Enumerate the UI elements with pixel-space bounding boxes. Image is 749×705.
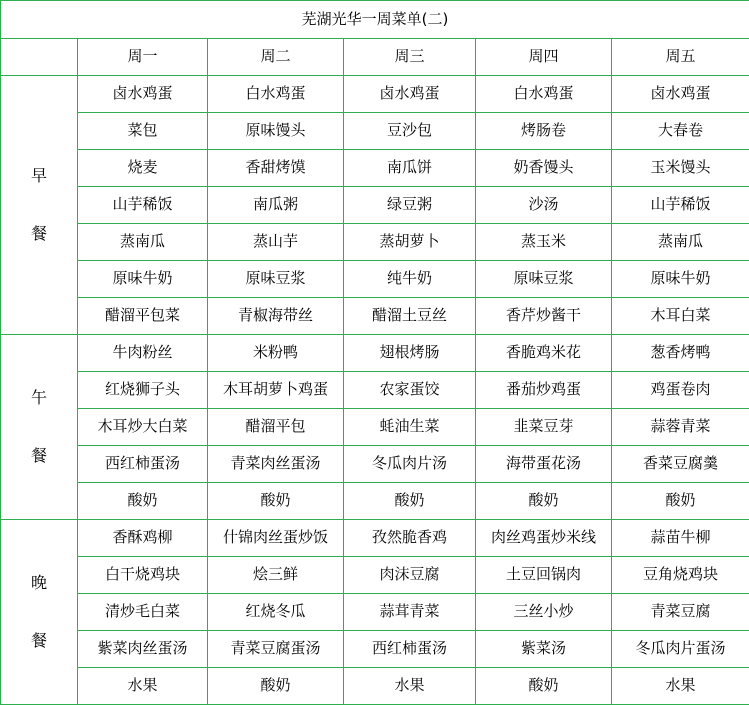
dish-cell: 原味牛奶 — [78, 261, 208, 298]
dish-cell: 肉沫豆腐 — [344, 557, 476, 594]
dish-cell: 香芹炒酱干 — [476, 298, 612, 335]
dish-cell: 豆角烧鸡块 — [612, 557, 749, 594]
dish-cell: 米粉鸭 — [208, 335, 344, 372]
menu-row — [1, 113, 749, 150]
day-header: 周一 — [78, 39, 208, 76]
dish-cell: 山芋稀饭 — [78, 187, 208, 224]
dish-cell: 白水鸡蛋 — [476, 76, 612, 113]
dish-cell: 牛肉粉丝 — [78, 335, 208, 372]
dish-cell: 原味豆浆 — [208, 261, 344, 298]
dish-cell: 西红柿蛋汤 — [344, 631, 476, 668]
dish-cell: 酸奶 — [476, 483, 612, 520]
menu-row — [1, 557, 749, 594]
dish-cell: 翅根烤肠 — [344, 335, 476, 372]
dish-cell: 大春卷 — [612, 113, 749, 150]
meal-label-char: 早 — [1, 147, 77, 205]
dish-cell: 木耳白菜 — [612, 298, 749, 335]
menu-row — [1, 520, 749, 557]
dish-cell: 土豆回锅肉 — [476, 557, 612, 594]
dish-cell: 蒜苗牛柳 — [612, 520, 749, 557]
dish-cell: 什锦肉丝蛋炒饭 — [208, 520, 344, 557]
dish-cell: 酸奶 — [78, 483, 208, 520]
dish-cell: 白干烧鸡块 — [78, 557, 208, 594]
meal-label-char: 午 — [1, 369, 77, 427]
day-header: 周五 — [612, 39, 749, 76]
dish-cell: 西红柿蛋汤 — [78, 446, 208, 483]
dish-cell: 烤肠卷 — [476, 113, 612, 150]
dish-cell: 红烧冬瓜 — [208, 594, 344, 631]
dish-cell: 海带蛋花汤 — [476, 446, 612, 483]
dish-cell: 酸奶 — [208, 668, 344, 705]
dish-cell: 水果 — [612, 668, 749, 705]
dish-cell: 青菜肉丝蛋汤 — [208, 446, 344, 483]
dish-cell: 番茄炒鸡蛋 — [476, 372, 612, 409]
dish-cell: 葱香烤鸭 — [612, 335, 749, 372]
dish-cell: 冬瓜肉片蛋汤 — [612, 631, 749, 668]
dish-cell: 原味牛奶 — [612, 261, 749, 298]
meal-label-char: 晚 — [1, 554, 77, 612]
menu-row — [1, 483, 749, 520]
dish-cell: 香甜烤馍 — [208, 150, 344, 187]
dish-cell: 蒸玉米 — [476, 224, 612, 261]
dish-cell: 纯牛奶 — [344, 261, 476, 298]
day-header: 周二 — [208, 39, 344, 76]
dish-cell: 玉米馒头 — [612, 150, 749, 187]
dish-cell: 酸奶 — [612, 483, 749, 520]
dish-cell: 青椒海带丝 — [208, 298, 344, 335]
menu-row — [1, 224, 749, 261]
dish-cell: 香脆鸡米花 — [476, 335, 612, 372]
meal-label-lunch — [1, 335, 78, 520]
dish-cell: 水果 — [78, 668, 208, 705]
dish-cell: 绿豆粥 — [344, 187, 476, 224]
dish-cell: 香酥鸡柳 — [78, 520, 208, 557]
dish-cell: 醋溜平包 — [208, 409, 344, 446]
dish-cell: 鸡蛋卷肉 — [612, 372, 749, 409]
menu-row — [1, 594, 749, 631]
meal-label-char: 餐 — [1, 205, 77, 263]
dish-cell: 红烧狮子头 — [78, 372, 208, 409]
dish-cell: 蚝油生菜 — [344, 409, 476, 446]
dish-cell: 蒜茸青菜 — [344, 594, 476, 631]
menu-row — [1, 187, 749, 224]
dish-cell: 奶香馒头 — [476, 150, 612, 187]
dish-cell: 蒸山芋 — [208, 224, 344, 261]
dish-cell: 卤水鸡蛋 — [78, 76, 208, 113]
corner-cell — [1, 39, 78, 76]
dish-cell: 原味豆浆 — [476, 261, 612, 298]
meal-label-breakfast — [1, 76, 78, 335]
dish-cell: 木耳炒大白菜 — [78, 409, 208, 446]
dish-cell: 青菜豆腐 — [612, 594, 749, 631]
menu-row — [1, 335, 749, 372]
dish-cell: 农家蛋饺 — [344, 372, 476, 409]
dish-cell: 醋溜平包菜 — [78, 298, 208, 335]
day-header-row — [1, 39, 749, 76]
meal-label-dinner — [1, 520, 78, 705]
title-row — [1, 1, 749, 39]
dish-cell: 蒸胡萝卜 — [344, 224, 476, 261]
dish-cell: 烧麦 — [78, 150, 208, 187]
dish-cell: 水果 — [344, 668, 476, 705]
menu-row — [1, 261, 749, 298]
menu-row — [1, 298, 749, 335]
dish-cell: 酸奶 — [208, 483, 344, 520]
menu-row — [1, 150, 749, 187]
dish-cell: 原味馒头 — [208, 113, 344, 150]
dish-cell: 卤水鸡蛋 — [344, 76, 476, 113]
dish-cell: 菜包 — [78, 113, 208, 150]
dish-cell: 蒸南瓜 — [78, 224, 208, 261]
day-header: 周三 — [344, 39, 476, 76]
menu-row — [1, 446, 749, 483]
menu-row — [1, 76, 749, 113]
dish-cell: 木耳胡萝卜鸡蛋 — [208, 372, 344, 409]
dish-cell: 南瓜饼 — [344, 150, 476, 187]
dish-cell: 三丝小炒 — [476, 594, 612, 631]
dish-cell: 紫菜汤 — [476, 631, 612, 668]
dish-cell: 醋溜土豆丝 — [344, 298, 476, 335]
dish-cell: 豆沙包 — [344, 113, 476, 150]
menu-row — [1, 668, 749, 705]
dish-cell: 酸奶 — [344, 483, 476, 520]
dish-cell: 南瓜粥 — [208, 187, 344, 224]
dish-cell: 白水鸡蛋 — [208, 76, 344, 113]
dish-cell: 肉丝鸡蛋炒米线 — [476, 520, 612, 557]
menu-title: 芜湖光华一周菜单(二) — [1, 1, 749, 39]
dish-cell: 青菜豆腐蛋汤 — [208, 631, 344, 668]
menu-row — [1, 631, 749, 668]
dish-cell: 蒸南瓜 — [612, 224, 749, 261]
day-header: 周四 — [476, 39, 612, 76]
dish-cell: 孜然脆香鸡 — [344, 520, 476, 557]
dish-cell: 沙汤 — [476, 187, 612, 224]
dish-cell: 山芋稀饭 — [612, 187, 749, 224]
dish-cell: 紫菜肉丝蛋汤 — [78, 631, 208, 668]
dish-cell: 烩三鲜 — [208, 557, 344, 594]
menu-row — [1, 372, 749, 409]
menu-row — [1, 409, 749, 446]
dish-cell: 冬瓜肉片汤 — [344, 446, 476, 483]
dish-cell: 卤水鸡蛋 — [612, 76, 749, 113]
dish-cell: 清炒毛白菜 — [78, 594, 208, 631]
dish-cell: 香菜豆腐羹 — [612, 446, 749, 483]
meal-label-char: 餐 — [1, 427, 77, 485]
meal-label-char: 餐 — [1, 612, 77, 670]
dish-cell: 酸奶 — [476, 668, 612, 705]
dish-cell: 蒜蓉青菜 — [612, 409, 749, 446]
dish-cell: 韭菜豆芽 — [476, 409, 612, 446]
